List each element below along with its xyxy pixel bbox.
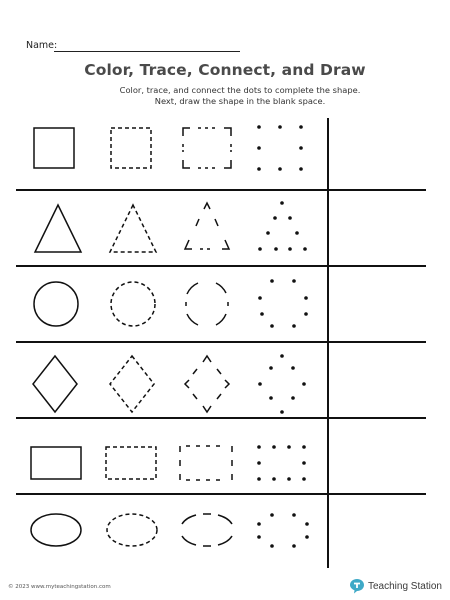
circle-dots[interactable] bbox=[258, 279, 308, 328]
oval-color-shape[interactable] bbox=[31, 514, 81, 546]
triangle-dots[interactable] bbox=[258, 201, 307, 251]
oval-dots[interactable] bbox=[257, 513, 309, 548]
row-square bbox=[34, 125, 303, 171]
diamond-connect-shape[interactable] bbox=[185, 356, 229, 412]
rectangle-color-shape[interactable] bbox=[31, 447, 81, 479]
square-connect-shape[interactable] bbox=[183, 128, 231, 168]
square-trace-shape[interactable] bbox=[111, 128, 151, 168]
oval-connect-shape[interactable] bbox=[182, 514, 232, 546]
circle-color-shape[interactable] bbox=[34, 282, 78, 326]
triangle-connect-shape[interactable] bbox=[185, 203, 229, 249]
diamond-dots[interactable] bbox=[258, 354, 306, 414]
row-dividers bbox=[16, 190, 426, 494]
rectangle-connect-shape[interactable] bbox=[180, 446, 232, 480]
diamond-color-shape[interactable] bbox=[33, 356, 77, 412]
circle-trace-shape[interactable] bbox=[111, 282, 155, 326]
name-label: Name: bbox=[26, 40, 58, 51]
triangle-trace-shape[interactable] bbox=[110, 205, 156, 252]
worksheet-title: Color, Trace, Connect, and Draw bbox=[84, 61, 366, 79]
square-dots[interactable] bbox=[257, 125, 303, 171]
instruction-line-2: Next, draw the shape in the blank space. bbox=[154, 96, 326, 106]
rectangle-trace-shape[interactable] bbox=[106, 447, 156, 479]
rectangle-dots[interactable] bbox=[257, 445, 306, 481]
row-triangle bbox=[35, 201, 307, 252]
row-diamond bbox=[33, 354, 306, 414]
oval-trace-shape[interactable] bbox=[107, 514, 157, 546]
row-rectangle bbox=[31, 445, 306, 481]
teaching-station-logo[interactable] bbox=[349, 578, 442, 594]
copyright-text: © 2023 www.myteachingstation.com bbox=[8, 584, 111, 590]
chat-bubble-icon bbox=[349, 578, 365, 594]
triangle-color-shape[interactable] bbox=[35, 205, 81, 252]
diamond-trace-shape[interactable] bbox=[110, 356, 154, 412]
row-circle bbox=[34, 279, 308, 328]
circle-connect-shape[interactable] bbox=[186, 283, 228, 325]
instruction-line-1: Color, trace, and connect the dots to complete the shape. bbox=[119, 85, 361, 95]
square-color-shape[interactable] bbox=[34, 128, 74, 168]
brand-name: Teaching Station bbox=[368, 580, 442, 592]
row-oval bbox=[31, 513, 309, 548]
